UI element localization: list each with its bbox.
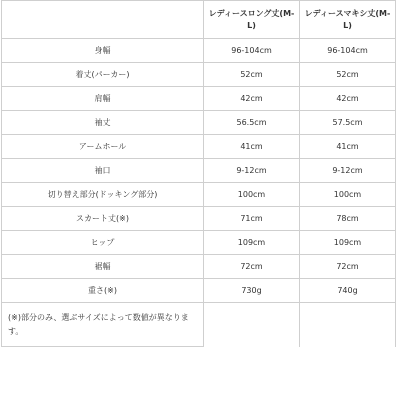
header-long: レディースロング丈(M-L): [204, 1, 300, 39]
header-maxi: レディースマキシ丈(M-L): [300, 1, 396, 39]
cell-long: 56.5cm: [204, 111, 300, 135]
table-row: [2, 255, 396, 279]
cell-long: 52cm: [204, 63, 300, 87]
table-row: [2, 39, 396, 63]
row-label: 裾幅: [2, 255, 204, 279]
table-row: [2, 63, 396, 87]
cell-long: 109cm: [204, 231, 300, 255]
footnote: (※)部分のみ、選ぶサイズによって数値が異なります。: [2, 303, 204, 347]
table-row: [2, 87, 396, 111]
blank-cell: [300, 303, 396, 347]
table-row: [2, 135, 396, 159]
cell-maxi: 57.5cm: [300, 111, 396, 135]
cell-maxi: 96-104cm: [300, 39, 396, 63]
cell-maxi: 52cm: [300, 63, 396, 87]
cell-long: 96-104cm: [204, 39, 300, 63]
header-row: [2, 1, 396, 39]
cell-long: 41cm: [204, 135, 300, 159]
row-label: 肩幅: [2, 87, 204, 111]
blank-cell: [204, 303, 300, 347]
cell-maxi: 740g: [300, 279, 396, 303]
cell-maxi: 100cm: [300, 183, 396, 207]
row-label: 袖口: [2, 159, 204, 183]
row-label: 袖丈: [2, 111, 204, 135]
row-label: スカート丈(※): [2, 207, 204, 231]
cell-maxi: 41cm: [300, 135, 396, 159]
cell-maxi: 9-12cm: [300, 159, 396, 183]
table-row: [2, 279, 396, 303]
table-row: [2, 183, 396, 207]
table-row: [2, 159, 396, 183]
cell-long: 72cm: [204, 255, 300, 279]
row-label: 身幅: [2, 39, 204, 63]
row-label: ヒップ: [2, 231, 204, 255]
row-label: 切り替え部分(ドッキング部分): [2, 183, 204, 207]
size-table: [1, 0, 396, 347]
cell-long: 730g: [204, 279, 300, 303]
row-label: 重さ(※): [2, 279, 204, 303]
cell-maxi: 72cm: [300, 255, 396, 279]
table-row: [2, 231, 396, 255]
row-label: 着丈(パーカー): [2, 63, 204, 87]
table-row: [2, 207, 396, 231]
row-label: アームホール: [2, 135, 204, 159]
cell-long: 9-12cm: [204, 159, 300, 183]
cell-long: 100cm: [204, 183, 300, 207]
cell-maxi: 78cm: [300, 207, 396, 231]
header-empty: [2, 1, 204, 39]
note-row: [2, 303, 396, 347]
cell-long: 42cm: [204, 87, 300, 111]
cell-maxi: 109cm: [300, 231, 396, 255]
cell-maxi: 42cm: [300, 87, 396, 111]
table-row: [2, 111, 396, 135]
cell-long: 71cm: [204, 207, 300, 231]
